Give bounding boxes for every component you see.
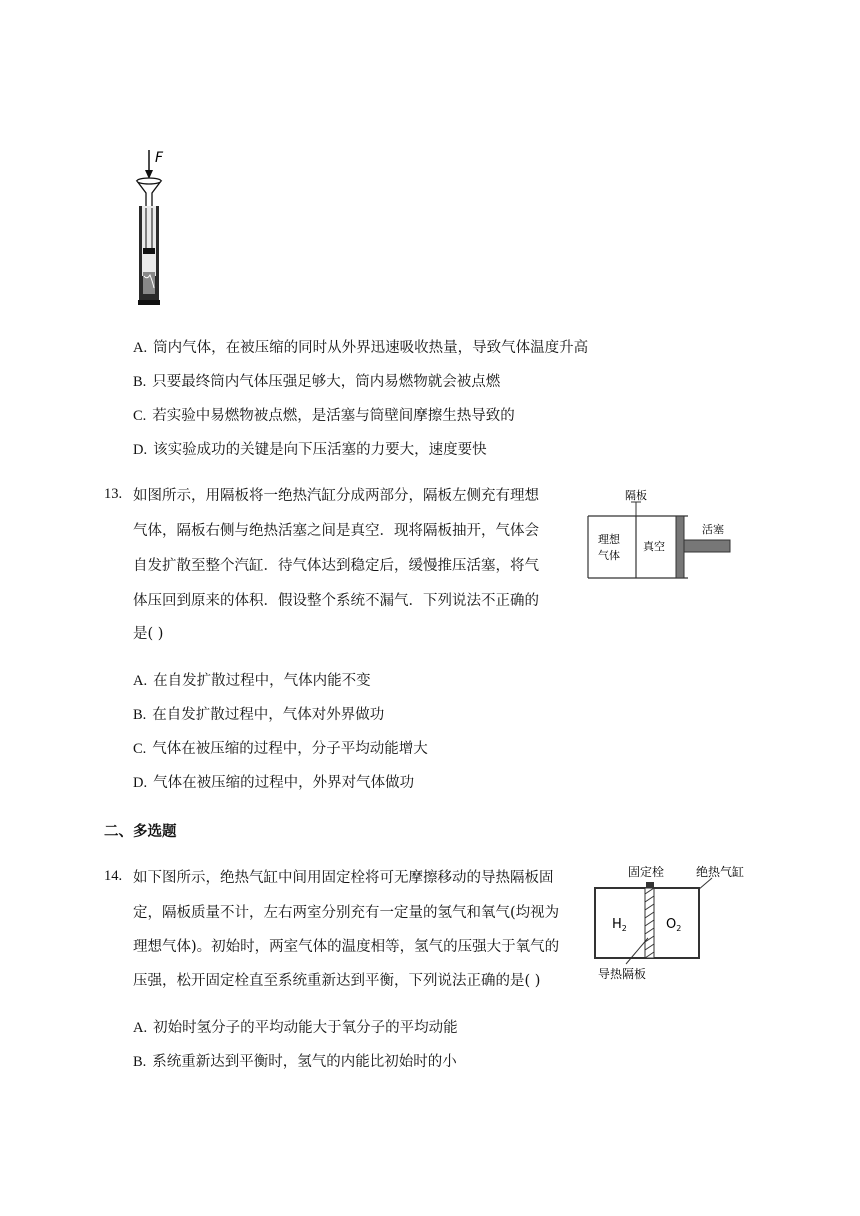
right-gas-label: $O_2$ <box>666 917 682 933</box>
q14-line-3: 理想气体)。初始时，两室气体的温度相等，氢气的压强大于氧气的 <box>133 939 560 955</box>
piston-label: 活塞 <box>702 523 724 536</box>
plate-label: 导热隔板 <box>598 967 647 981</box>
fire-syringe-figure <box>128 148 188 308</box>
q13-option-b: B. 在自发扩散过程中，气体对外界做功 <box>133 707 385 723</box>
vacuum-label: 真空 <box>643 540 665 553</box>
q13-option-a: A. 在自发扩散过程中，气体内能不变 <box>133 673 371 689</box>
q13-number: 13. <box>104 486 123 502</box>
q13-line-3: 自发扩散至整个汽缸．待气体达到稳定后，缓慢推压活塞，将气 <box>133 558 539 574</box>
q12-option-b: B. 只要最终筒内气体压强足够大，筒内易燃物就会被点燃 <box>133 374 501 390</box>
gas-label-2: 气体 <box>598 549 620 562</box>
q14-option-b: B. 系统重新达到平衡时，氢气的内能比初始时的小 <box>133 1054 457 1070</box>
gas-label-1: 理想 <box>598 533 620 546</box>
q14-line-4: 压强，松开固定栓直至系统重新达到平衡，下列说法正确的是( ) <box>133 973 541 989</box>
partition-cylinder-figure <box>580 486 740 586</box>
q14-line-2: 定，隔板质量不计，左右两室分别充有一定量的氢气和氧气(均视为 <box>133 905 560 921</box>
q13-option-c: C. 气体在被压缩的过程中，分子平均动能增大 <box>133 741 428 757</box>
q14-line-1: 如下图所示，绝热气缸中间用固定栓将可无摩擦移动的导热隔板固 <box>133 870 554 886</box>
q12-option-a: A. 筒内气体，在被压缩的同时从外界迅速吸收热量，导致气体温度升高 <box>133 340 589 356</box>
q13-line-2: 气体，隔板右侧与绝热活塞之间是真空．现将隔板抽开，气体会 <box>133 523 539 539</box>
q13-line-4: 体压回到原来的体积．假设整个系统不漏气．下列说法不正确的 <box>133 593 539 609</box>
partition-label: 隔板 <box>625 489 647 502</box>
force-label: F <box>155 150 164 166</box>
q13-line-1: 如图所示，用隔板将一绝热汽缸分成两部分，隔板左侧充有理想 <box>133 488 539 504</box>
q12-option-c: C. 若实验中易燃物被点燃，是活塞与筒壁间摩擦生热导致的 <box>133 408 515 424</box>
q12-option-d: D. 该实验成功的关键是向下压活塞的力要大，速度要快 <box>133 442 487 458</box>
q13-option-d: D. 气体在被压缩的过程中，外界对气体做功 <box>133 775 415 791</box>
q14-number: 14. <box>104 868 123 884</box>
section-heading: 二、多选题 <box>104 824 177 840</box>
q13-line-5: 是( ) <box>133 626 164 642</box>
pin-label: 固定栓 <box>628 865 665 879</box>
left-gas-label: $H_2$ <box>612 917 627 933</box>
q14-option-a: A. 初始时氢分子的平均动能大于氧分子的平均动能 <box>133 1020 458 1036</box>
adiabatic-cylinder-figure <box>592 860 767 988</box>
cylinder-label: 绝热气缸 <box>696 865 745 879</box>
